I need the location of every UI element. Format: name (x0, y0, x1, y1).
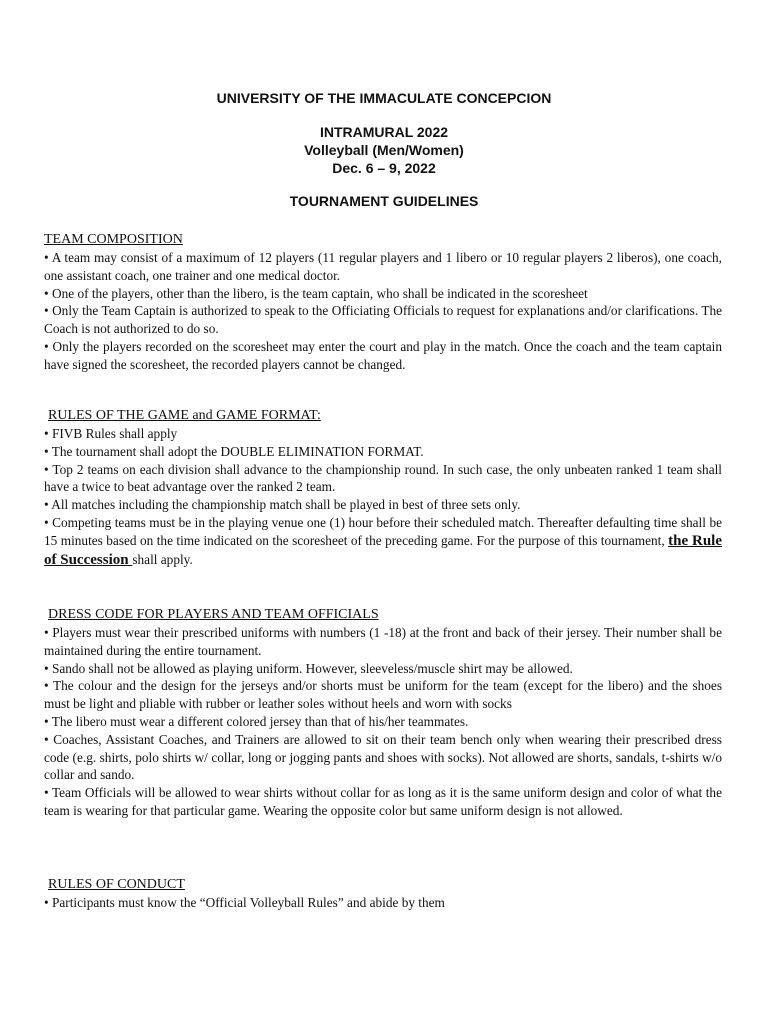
list-item: • Players must wear their prescribed uniforms with numbers (1 -18) at the front and back of their jersey. Their number shall be maintained during the entire tournament. (44, 625, 722, 658)
list-item: • Top 2 teams on each division shall advance to the championship round. In such case, the only unbeaten ranked 1 team shall have a twice to beat advantage over the ranked 2 team. (44, 461, 722, 495)
list-item: • Participants must know the “Official Volleyball Rules” and abide by them (44, 895, 445, 910)
document-title: TOURNAMENT GUIDELINES (289, 193, 479, 209)
section-heading: TEAM COMPOSITION (44, 232, 183, 247)
rules-of-game-section (44, 407, 722, 569)
item-text: • Competing teams must be in the playing venue one (1) hour before their scheduled match. Thereafter defaulting time shall be 15 minutes based on the time indicated on the scoresheet of the preceding game. For the purpose of this tournament, (44, 514, 722, 548)
rules-of-conduct-section (44, 876, 722, 912)
list-item: • Only the Team Captain is authorized to speak to the Officiating Officials to request for explanations and/or clarifications. The Coach is not authorized to do so. (44, 303, 722, 337)
list-item: • Coaches, Assistant Coaches, and Trainers are allowed to sit on their team bench only when wearing their prescribed dress code (e.g. shirts, polo shirts w/ collar, long or jogging pants and shoes with socks). Not allowed are shorts, sandals, t-shirts w/o collar and sando. (44, 731, 722, 783)
event-dates: Dec. 6 – 9, 2022 (332, 160, 436, 176)
list-item: • Only the players recorded on the scoresheet may enter the court and play in the match. Once the coach and the team captain have signed the scoresheet, the recorded players cannot be changed. (44, 338, 722, 372)
list-item: • All matches including the championship match shall be played in best of three sets only. (44, 497, 521, 513)
list-item: • The colour and the design for the jerseys and/or shorts must be uniform for the team (except for the libero) and the shoes must be light and pliable with rubber or leather soles without heels and worn with socks (44, 678, 722, 712)
team-composition-section (44, 231, 722, 374)
event-title: INTRAMURAL 2022 (319, 124, 449, 140)
sport-title: Volleyball (Men/Women) (304, 142, 464, 158)
list-item: • The libero must wear a different colored jersey than that of his/her teammates. (44, 713, 469, 729)
list-item: • The tournament shall adopt the DOUBLE ELIMINATION FORMAT. (44, 443, 424, 459)
section-heading: DRESS CODE FOR PLAYERS AND TEAM OFFICIALS (48, 607, 379, 622)
section-heading: RULES OF CONDUCT (48, 877, 185, 892)
list-item (44, 514, 722, 569)
dress-code-section (44, 606, 722, 820)
list-item: • FIVB Rules shall apply (44, 426, 178, 441)
rule-of-succession-emphasis: the Rule of Succession (44, 532, 722, 568)
section-heading: RULES OF THE GAME and GAME FORMAT: (48, 408, 321, 423)
list-item: • Team Officials will be allowed to wear shirts without collar for as long as it is the same uniform design and color of what the team is wearing for that particular game. Wearing the opposite color but same uniform design is not allowed. (44, 785, 722, 818)
list-item: • Sando shall not be allowed as playing uniform. However, sleeveless/muscle shirt may be allowed. (44, 660, 573, 676)
list-item: • A team may consist of a maximum of 12 players (11 regular players and 1 libero or 10 regular players 2 liberos), one coach, one assistant coach, one trainer and one medical doctor. (44, 250, 722, 283)
list-item: • One of the players, other than the libero, is the team captain, who shall be indicated in the scoresheet (44, 285, 588, 301)
university-name: UNIVERSITY OF THE IMMACULATE CONCEPCION (216, 90, 552, 106)
item-text: shall apply. (132, 551, 193, 567)
